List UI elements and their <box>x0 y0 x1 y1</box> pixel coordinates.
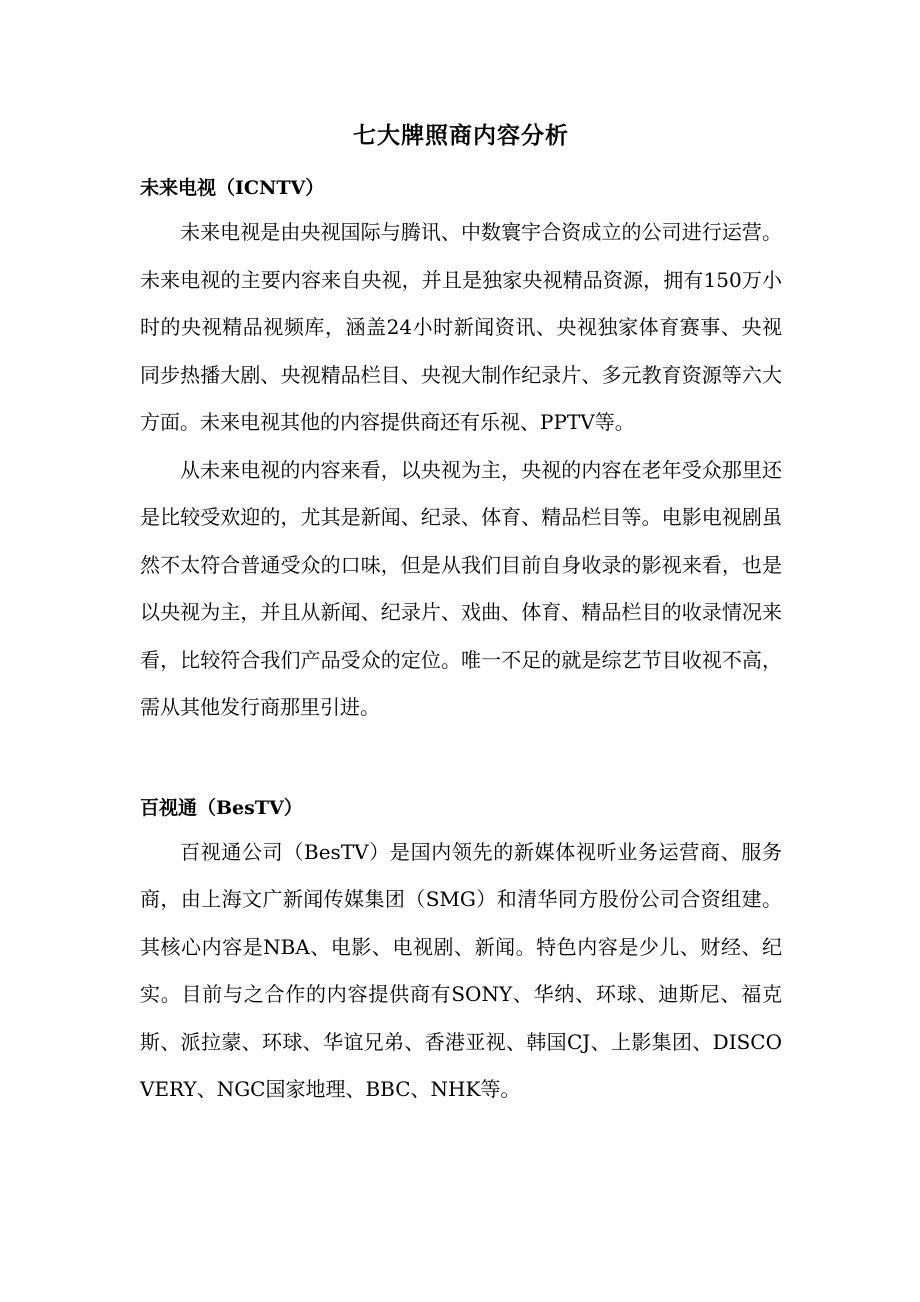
document-page <box>140 118 782 1114</box>
section-heading-bestv: 百视通（BesTV） <box>140 796 303 819</box>
section-icntv <box>140 170 782 732</box>
document-title: 七大牌照商内容分析 <box>353 122 569 149</box>
paragraph-icntv-analysis: 从未来电视的内容来看，以央视为主，央视的内容在老年受众那里还是比较受欢迎的，尤其是新闻、纪录、体育、精品栏目等。电影电视剧虽然不太符合普通受众的口味，但是从我们目前自身收录的影视来看，也是以央视为主，并且从新闻、纪录片、戏曲、体育、精品栏目的收录情况来看，比较符合我们产品受众的定位。唯一不足的就是综艺节目收视不高，需从其他发行商那里引进。 <box>140 457 782 719</box>
paragraph-icntv-intro: 未来电视是由央视国际与腾讯、中数寰宇合资成立的公司进行运营。未来电视的主要内容来自央视，并且是独家央视精品资源，拥有150万小时的央视精品视频库，涵盖24小时新闻资讯、央视独家体育赛事、央视同步热播大剧、央视精品栏目、央视大制作纪录片、多元教育资源等六大方面。未来电视其他的内容提供商还有乐视、PPTV等。 <box>140 220 782 434</box>
section-heading-icntv: 未来电视（ICNTV） <box>140 177 325 199</box>
section-bestv <box>140 790 782 1114</box>
paragraph-bestv-intro: 百视通公司（BesTV）是国内领先的新媒体视听业务运营商、服务商，由上海文广新闻传媒集团（SMG）和清华同方股份公司合资组建。其核心内容是NBA、电影、电视剧、新闻。特色内容是少儿、财经、纪实。目前与之合作的内容提供商有SONY、华纳、环球、迪斯尼、福克斯、派拉蒙、环球、华谊兄弟、香港亚视、韩国CJ、上影集团、DISCOVERY、NGC国家地理、BBC、NHK等。 <box>140 839 782 1101</box>
